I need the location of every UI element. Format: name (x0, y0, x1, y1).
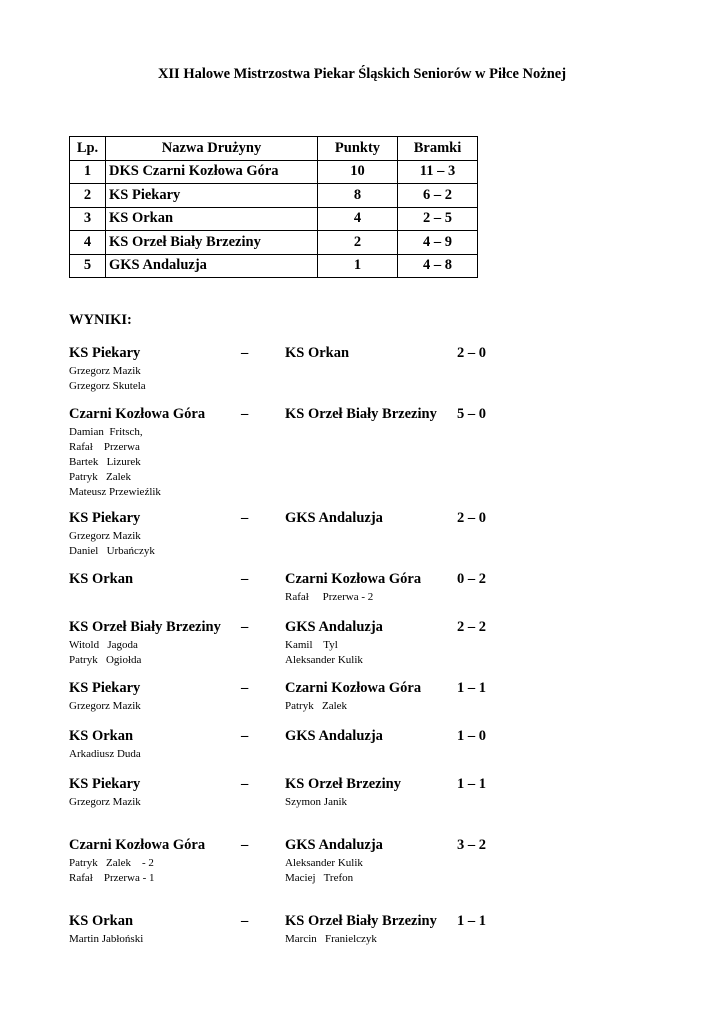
match-score: 2 – 2 (457, 619, 486, 635)
match-score: 2 – 0 (457, 345, 486, 361)
header-points: Punkty (318, 137, 398, 161)
match-result (69, 510, 509, 557)
standings-table (69, 136, 478, 278)
home-team: KS Orkan (69, 571, 134, 587)
match-result (69, 345, 509, 392)
scorer-name: Patryk Zalek (69, 471, 132, 483)
table-row (70, 207, 478, 231)
scorer-name: Bartek Lizurek (69, 456, 141, 468)
away-team: KS Orkan (285, 345, 350, 361)
points-cell: 1 (318, 254, 398, 278)
home-team: Czarni Kozłowa Góra (69, 837, 206, 853)
away-team: GKS Andaluzja (285, 837, 383, 853)
match-result (69, 913, 509, 945)
away-team: Czarni Kozłowa Góra (285, 680, 422, 696)
match-result (69, 728, 509, 760)
home-scorers (69, 795, 141, 810)
match-score: 3 – 2 (457, 837, 486, 853)
home-team: KS Piekary (69, 680, 141, 696)
header-goals: Bramki (398, 137, 478, 161)
match-dash: – (241, 728, 249, 744)
scorer-name: Kamil Tyl (285, 639, 338, 651)
home-scorers (69, 364, 146, 394)
match-dash: – (241, 913, 249, 929)
match-dash: – (241, 406, 249, 422)
scorer-name: Aleksander Kulik (285, 654, 363, 666)
match-dash: – (241, 776, 249, 792)
home-team: KS Orzeł Biały Brzeziny (69, 619, 221, 635)
points-cell: 4 (318, 207, 398, 231)
match-line (69, 406, 509, 425)
rank-cell: 1 (70, 160, 106, 184)
match-result (69, 680, 509, 712)
away-team: KS Orzeł Brzeziny (285, 776, 401, 792)
home-scorers (69, 932, 143, 947)
scorer-name: Martin Jabłoński (69, 933, 144, 945)
match-score: 1 – 0 (457, 728, 486, 744)
away-scorers (285, 590, 373, 605)
match-line (69, 913, 509, 932)
home-team: KS Orkan (69, 728, 134, 744)
away-team: GKS Andaluzja (285, 619, 383, 635)
match-dash: – (241, 680, 249, 696)
results-heading: WYNIKI: (69, 312, 132, 328)
home-team: KS Orkan (69, 913, 134, 929)
scorer-name: Aleksander Kulik (285, 857, 363, 869)
rank-cell: 3 (70, 207, 106, 231)
match-line (69, 837, 509, 856)
home-team: KS Piekary (69, 510, 141, 526)
away-scorers (285, 699, 347, 714)
home-scorers (69, 699, 141, 714)
match-score: 1 – 1 (457, 913, 486, 929)
away-team: KS Orzeł Biały Brzeziny (285, 913, 437, 929)
rank-cell: 4 (70, 231, 106, 255)
scorer-name: Grzegorz Mazik (69, 530, 141, 542)
match-dash: – (241, 619, 249, 635)
match-line (69, 776, 509, 795)
page-title: XII Halowe Mistrzostwa Piekar Śląskich Seniorów w Piłce Nożnej (157, 66, 567, 82)
team-cell: KS Orzeł Biały Brzeziny (106, 231, 318, 255)
scorer-name: Maciej Trefon (285, 872, 354, 884)
table-header-row (70, 137, 478, 161)
away-team: KS Orzeł Biały Brzeziny (285, 406, 437, 422)
away-scorers (285, 795, 347, 810)
match-line (69, 345, 509, 364)
scorer-name: Rafał Przerwa - 1 (69, 872, 155, 884)
goals-cell: 4 – 9 (398, 231, 478, 255)
scorer-name: Grzegorz Mazik (69, 796, 141, 808)
scorer-name: Grzegorz Mazik (69, 365, 141, 377)
goals-cell: 11 – 3 (398, 160, 478, 184)
scorer-name: Damian Fritsch, (69, 426, 143, 438)
match-result (69, 406, 509, 498)
scorer-name: Daniel Urbańczyk (69, 545, 155, 557)
home-scorers (69, 747, 141, 762)
points-cell: 10 (318, 160, 398, 184)
match-line (69, 680, 509, 699)
table-row (70, 254, 478, 278)
scorer-name: Grzegorz Mazik (69, 700, 141, 712)
scorer-name: Marcin Franielczyk (285, 933, 377, 945)
scorer-name: Rafał Przerwa - 2 (285, 591, 374, 603)
scorer-name: Witold Jagoda (69, 639, 138, 651)
home-team: KS Piekary (69, 776, 141, 792)
rank-cell: 5 (70, 254, 106, 278)
away-scorers (285, 932, 377, 947)
header-lp: Lp. (70, 137, 106, 161)
match-dash: – (241, 837, 249, 853)
team-cell: KS Orkan (106, 207, 318, 231)
scorer-name: Arkadiusz Duda (69, 748, 141, 760)
match-result (69, 619, 509, 666)
match-line (69, 510, 509, 529)
match-score: 1 – 1 (457, 680, 486, 696)
match-dash: – (241, 345, 249, 361)
table-row (70, 160, 478, 184)
points-cell: 8 (318, 184, 398, 208)
scorer-name: Rafał Przerwa (69, 441, 140, 453)
scorer-name: Szymon Janik (285, 796, 348, 808)
match-line (69, 728, 509, 747)
match-line (69, 571, 509, 590)
points-cell: 2 (318, 231, 398, 255)
home-scorers (69, 529, 155, 559)
table-row (70, 184, 478, 208)
match-result (69, 837, 509, 884)
home-scorers (69, 425, 161, 500)
away-team: GKS Andaluzja (285, 510, 383, 526)
header-team-name: Nazwa Drużyny (106, 137, 318, 161)
table-row (70, 231, 478, 255)
match-score: 1 – 1 (457, 776, 486, 792)
match-score: 5 – 0 (457, 406, 486, 422)
scorer-name: Grzegorz Skutela (69, 380, 146, 392)
home-scorers (69, 638, 141, 668)
match-dash: – (241, 510, 249, 526)
rank-cell: 2 (70, 184, 106, 208)
goals-cell: 2 – 5 (398, 207, 478, 231)
away-team: Czarni Kozłowa Góra (285, 571, 422, 587)
away-scorers (285, 638, 363, 668)
home-team: KS Piekary (69, 345, 141, 361)
away-scorers (285, 856, 363, 886)
match-dash: – (241, 571, 249, 587)
match-result (69, 776, 509, 808)
scorer-name: Mateusz Przewieźlik (69, 486, 161, 498)
team-cell: KS Piekary (106, 184, 318, 208)
match-score: 2 – 0 (457, 510, 486, 526)
team-cell: DKS Czarni Kozłowa Góra (106, 160, 318, 184)
home-team: Czarni Kozłowa Góra (69, 406, 206, 422)
goals-cell: 4 – 8 (398, 254, 478, 278)
away-team: GKS Andaluzja (285, 728, 383, 744)
scorer-name: Patryk Ogiołda (69, 654, 142, 666)
scorer-name: Patryk Zalek - 2 (69, 857, 154, 869)
home-scorers (69, 856, 155, 886)
team-cell: GKS Andaluzja (106, 254, 318, 278)
match-result (69, 571, 509, 603)
match-score: 0 – 2 (457, 571, 486, 587)
match-line (69, 619, 509, 638)
goals-cell: 6 – 2 (398, 184, 478, 208)
scorer-name: Patryk Zalek (285, 700, 348, 712)
